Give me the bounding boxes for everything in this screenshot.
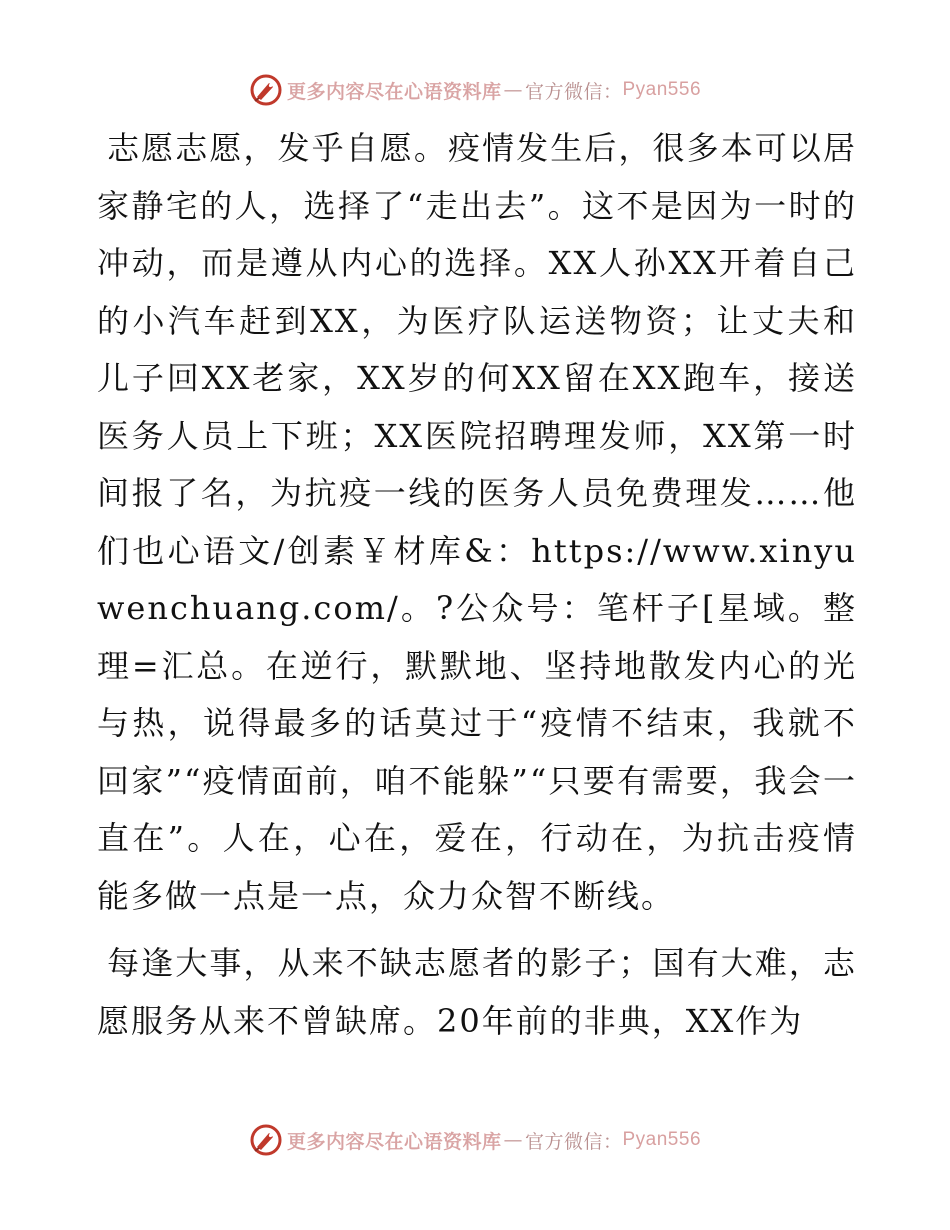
banner-separator: — bbox=[503, 79, 523, 101]
banner-separator: — bbox=[503, 1129, 523, 1151]
footer-banner bbox=[0, 1120, 950, 1160]
paragraph-1 bbox=[97, 120, 857, 925]
pen-nib-logo-icon bbox=[249, 73, 283, 107]
banner-main-text: 更多内容尽在心语资料库 bbox=[286, 1130, 502, 1153]
paragraph-2 bbox=[97, 935, 857, 1050]
header-banner bbox=[0, 70, 950, 110]
paragraph-1-text: 志愿志愿，发乎自愿。疫情发生后，很多本可以居家静宅的人，选择了“走出去”。这不是因为一时的冲动，而是遵从内心的选择。XX人孙XX开着自己的小汽车赶到XX，为医疗队运送物资；让丈夫和儿子回XX老家，XX岁的何XX留在XX跑车，接送医务人员上下班；XX医院招聘理发师，XX第一时间报了名，为抗疫一线的医务人员免费理发……他们也心语文/创素￥材库&：https://www.xinyuwenchuang.com/。?公众号：笔杆子[星域。整理=汇总。在逆行，默默地、坚持地散发内心的光与热，说得最多的话莫过于“疫情不结束，我就不回家”“疫情面前，咱不能躲”“只要有需要，我会一直在”。人在，心在，爱在，行动在，为抗击疫情能多做一点是一点，众力众智不断线。 bbox=[97, 129, 857, 915]
banner-wechat-id: Pyan556 bbox=[622, 79, 702, 100]
banner-wechat-label: 官方微信： bbox=[524, 80, 623, 103]
document-body bbox=[97, 120, 857, 1050]
pen-nib-logo-icon bbox=[249, 1123, 283, 1157]
banner-main-text: 更多内容尽在心语资料库 bbox=[286, 80, 502, 103]
paragraph-2-text: 每逢大事，从来不缺志愿者的影子；国有大难，志愿服务从来不曾缺席。20年前的非典，XX作为 bbox=[97, 944, 857, 1040]
banner-wechat-id: Pyan556 bbox=[622, 1129, 702, 1150]
banner-wechat-label: 官方微信： bbox=[524, 1130, 623, 1153]
